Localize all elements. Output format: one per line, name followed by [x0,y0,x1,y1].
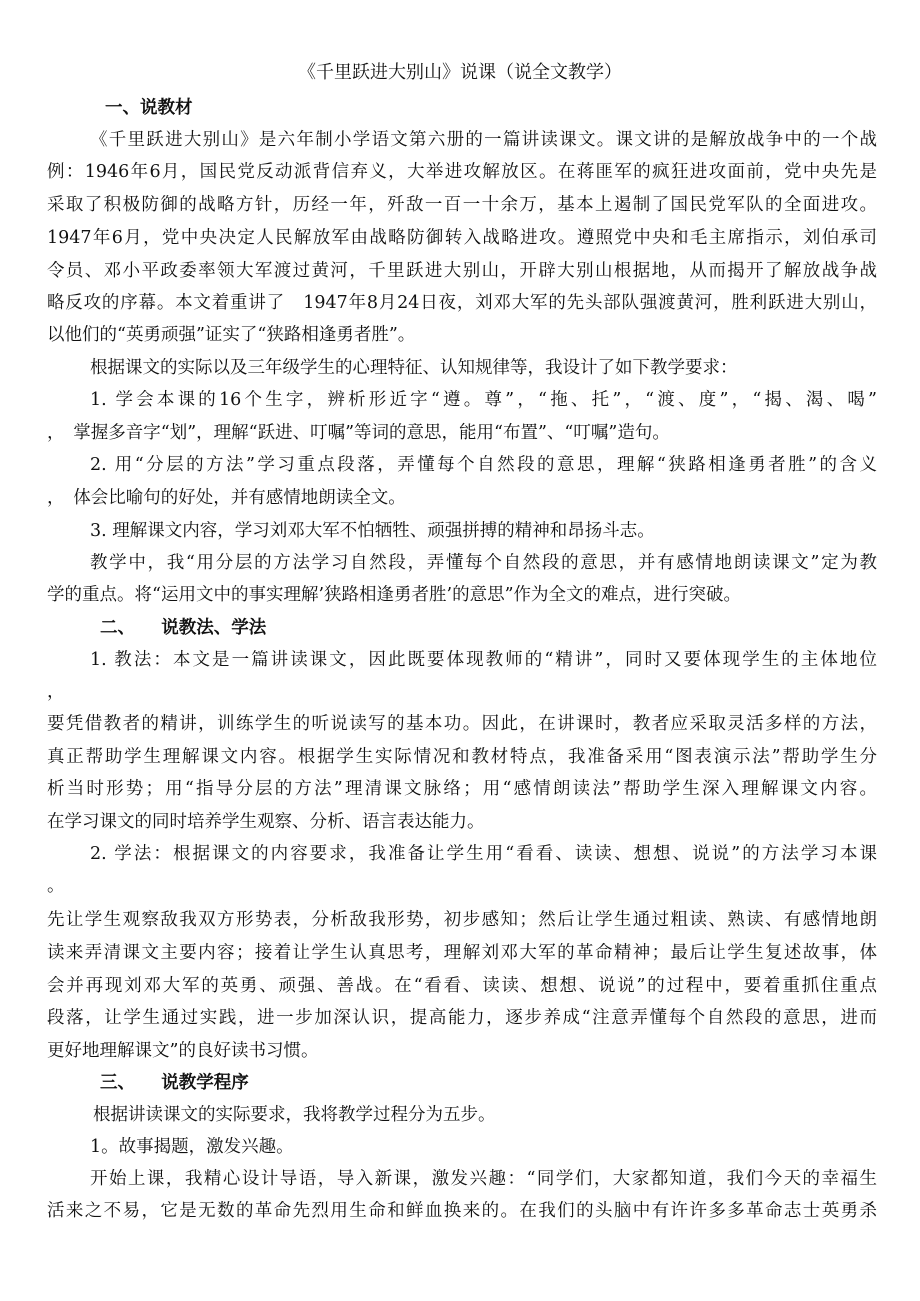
list-item-teaching-method: 1. 教法：本文是一篇讲读课文，因此既要体现教师的“精讲”，同时又要体现学生的主体地位 [90,650,877,670]
paragraph-line: 《千里跃进大别山》是六年制小学语文第六册的一篇讲读课文。课文讲的是解放战争中的一个战 [90,130,877,150]
paragraph-line: 以他们的“英勇顽强”证实了“狭路相逢勇者胜”。 [47,325,416,345]
list-item-learning-method: 2. 学法：根据课文的内容要求，我准备让学生用“看看、读读、想想、说说”的方法学习本课 [90,844,877,864]
paragraph-line: 根据课文的实际以及三年级学生的心理特征、认知规律等，我设计了如下教学要求： [90,358,738,378]
paragraph-line: 会并再现刘邓大军的英勇、顽强、善战。在“看看、读读、想想、说说”的过程中，要着重抓住重点 [47,976,877,996]
list-item-1: 1. 学会本课的16个生字，辨析形近字“遵。尊”，“拖、托”，“渡、度”，“揭、渴、喝” [90,390,877,410]
paragraph-line: 活来之不易，它是无数的革命先烈用生命和鲜血换来的。在我们的头脑中有许许多多革命志士英勇杀 [47,1201,877,1221]
paragraph-line: 先让学生观察敌我双方形势表，分析敌我形势，初步感知；然后让学生通过粗读、熟读、有感情地朗 [47,910,877,930]
paragraph-line: 要凭借教者的精讲，训练学生的听说读写的基本功。因此，在讲课时，教者应采取灵活多样的方法， [47,714,877,734]
paragraph-line: 教学中，我“用分层的方法学习自然段，弄懂每个自然段的意思，并有感情地朗读课文”定为教 [90,553,877,573]
paragraph-line: 析当时形势；用“指导分层的方法”理清课文脉络；用“感情朗读法”帮助学生深入理解课文内容。 [47,779,877,799]
paragraph-line: 例：1946年6月，国民党反动派背信弃义，大举进攻解放区。在蒋匪军的疯狂进攻面前，党中央先是 [47,162,877,182]
paragraph-line: 开始上课，我精心设计导语，导入新课，激发兴趣：“同学们，大家都知道，我们今天的幸福生 [90,1169,877,1189]
list-item-1-cont: ， 掌握多音字“划”，理解“跃进、叮嘱”等词的意思，能用“布置”、“叮嘱”造句。 [47,423,670,443]
paragraph-line: ， [47,682,65,702]
paragraph-line: 根据讲读课文的实际要求，我将教学过程分为五步。 [93,1105,496,1125]
paragraph-line: 读来弄清课文主要内容；接着让学生认真思考，理解刘邓大军的革命精神；最后让学生复述故事，体 [47,943,877,963]
list-item-2-cont: ， 体会比喻句的好处，并有感情地朗读全文。 [47,488,406,508]
list-item-step-1: 1。故事揭题，激发兴趣。 [90,1137,294,1157]
paragraph-line: 学的重点。将“运用文中的事实理解’狭路相逢勇者胜’的意思”作为全文的难点，进行突破。 [47,585,742,605]
paragraph-line: 更好地理解课文”的良好读书习惯。 [47,1041,319,1061]
section-heading-procedure: 三、 说教学程序 [100,1073,249,1093]
paragraph-line: 令员、邓小平政委率领大军渡过黄河，千里跃进大别山，开辟大别山根据地，从而揭开了解放战争战 [47,261,877,281]
paragraph-line: 真正帮助学生理解课文内容。根据学生实际情况和教材特点，我准备采用“图表演示法”帮助学生分 [47,747,877,767]
paragraph-line: 。 [47,876,65,896]
section-heading-methods: 二、 说教法、学法 [100,618,267,638]
document-title: 《千里跃进大别山》说课（说全文教学） [298,62,622,83]
paragraph-line: 段落，让学生通过实践，进一步加深认识，提高能力，逐步养成“注意弄懂每个自然段的意思，进而 [47,1008,877,1028]
list-item-2: 2. 用“分层的方法”学习重点段落，弄懂每个自然段的意思，理解“狭路相逢勇者胜”的含义 [90,455,877,475]
section-heading-materials: 一、说教材 [105,98,193,118]
paragraph-line: 采取了积极防御的战略方针，历经一年，歼敌一百一十余万，基本上遏制了国民党军队的全面进攻。 [47,195,877,215]
paragraph-line: 1947年6月，党中央决定人民解放军由战略防御转入战略进攻。遵照党中央和毛主席指示，刘伯承司 [47,228,877,248]
paragraph-line: 在学习课文的同时培养学生观察、分析、语言表达能力。 [47,812,485,832]
list-item-3: 3. 理解课文内容，学习刘邓大军不怕牺牲、顽强拼搏的精神和昂扬斗志。 [90,521,655,541]
paragraph-line: 略反攻的序幕。本文着重讲了 1947年8月24日夜，刘邓大军的先头部队强渡黄河，胜利跃进大别山， [47,293,877,313]
